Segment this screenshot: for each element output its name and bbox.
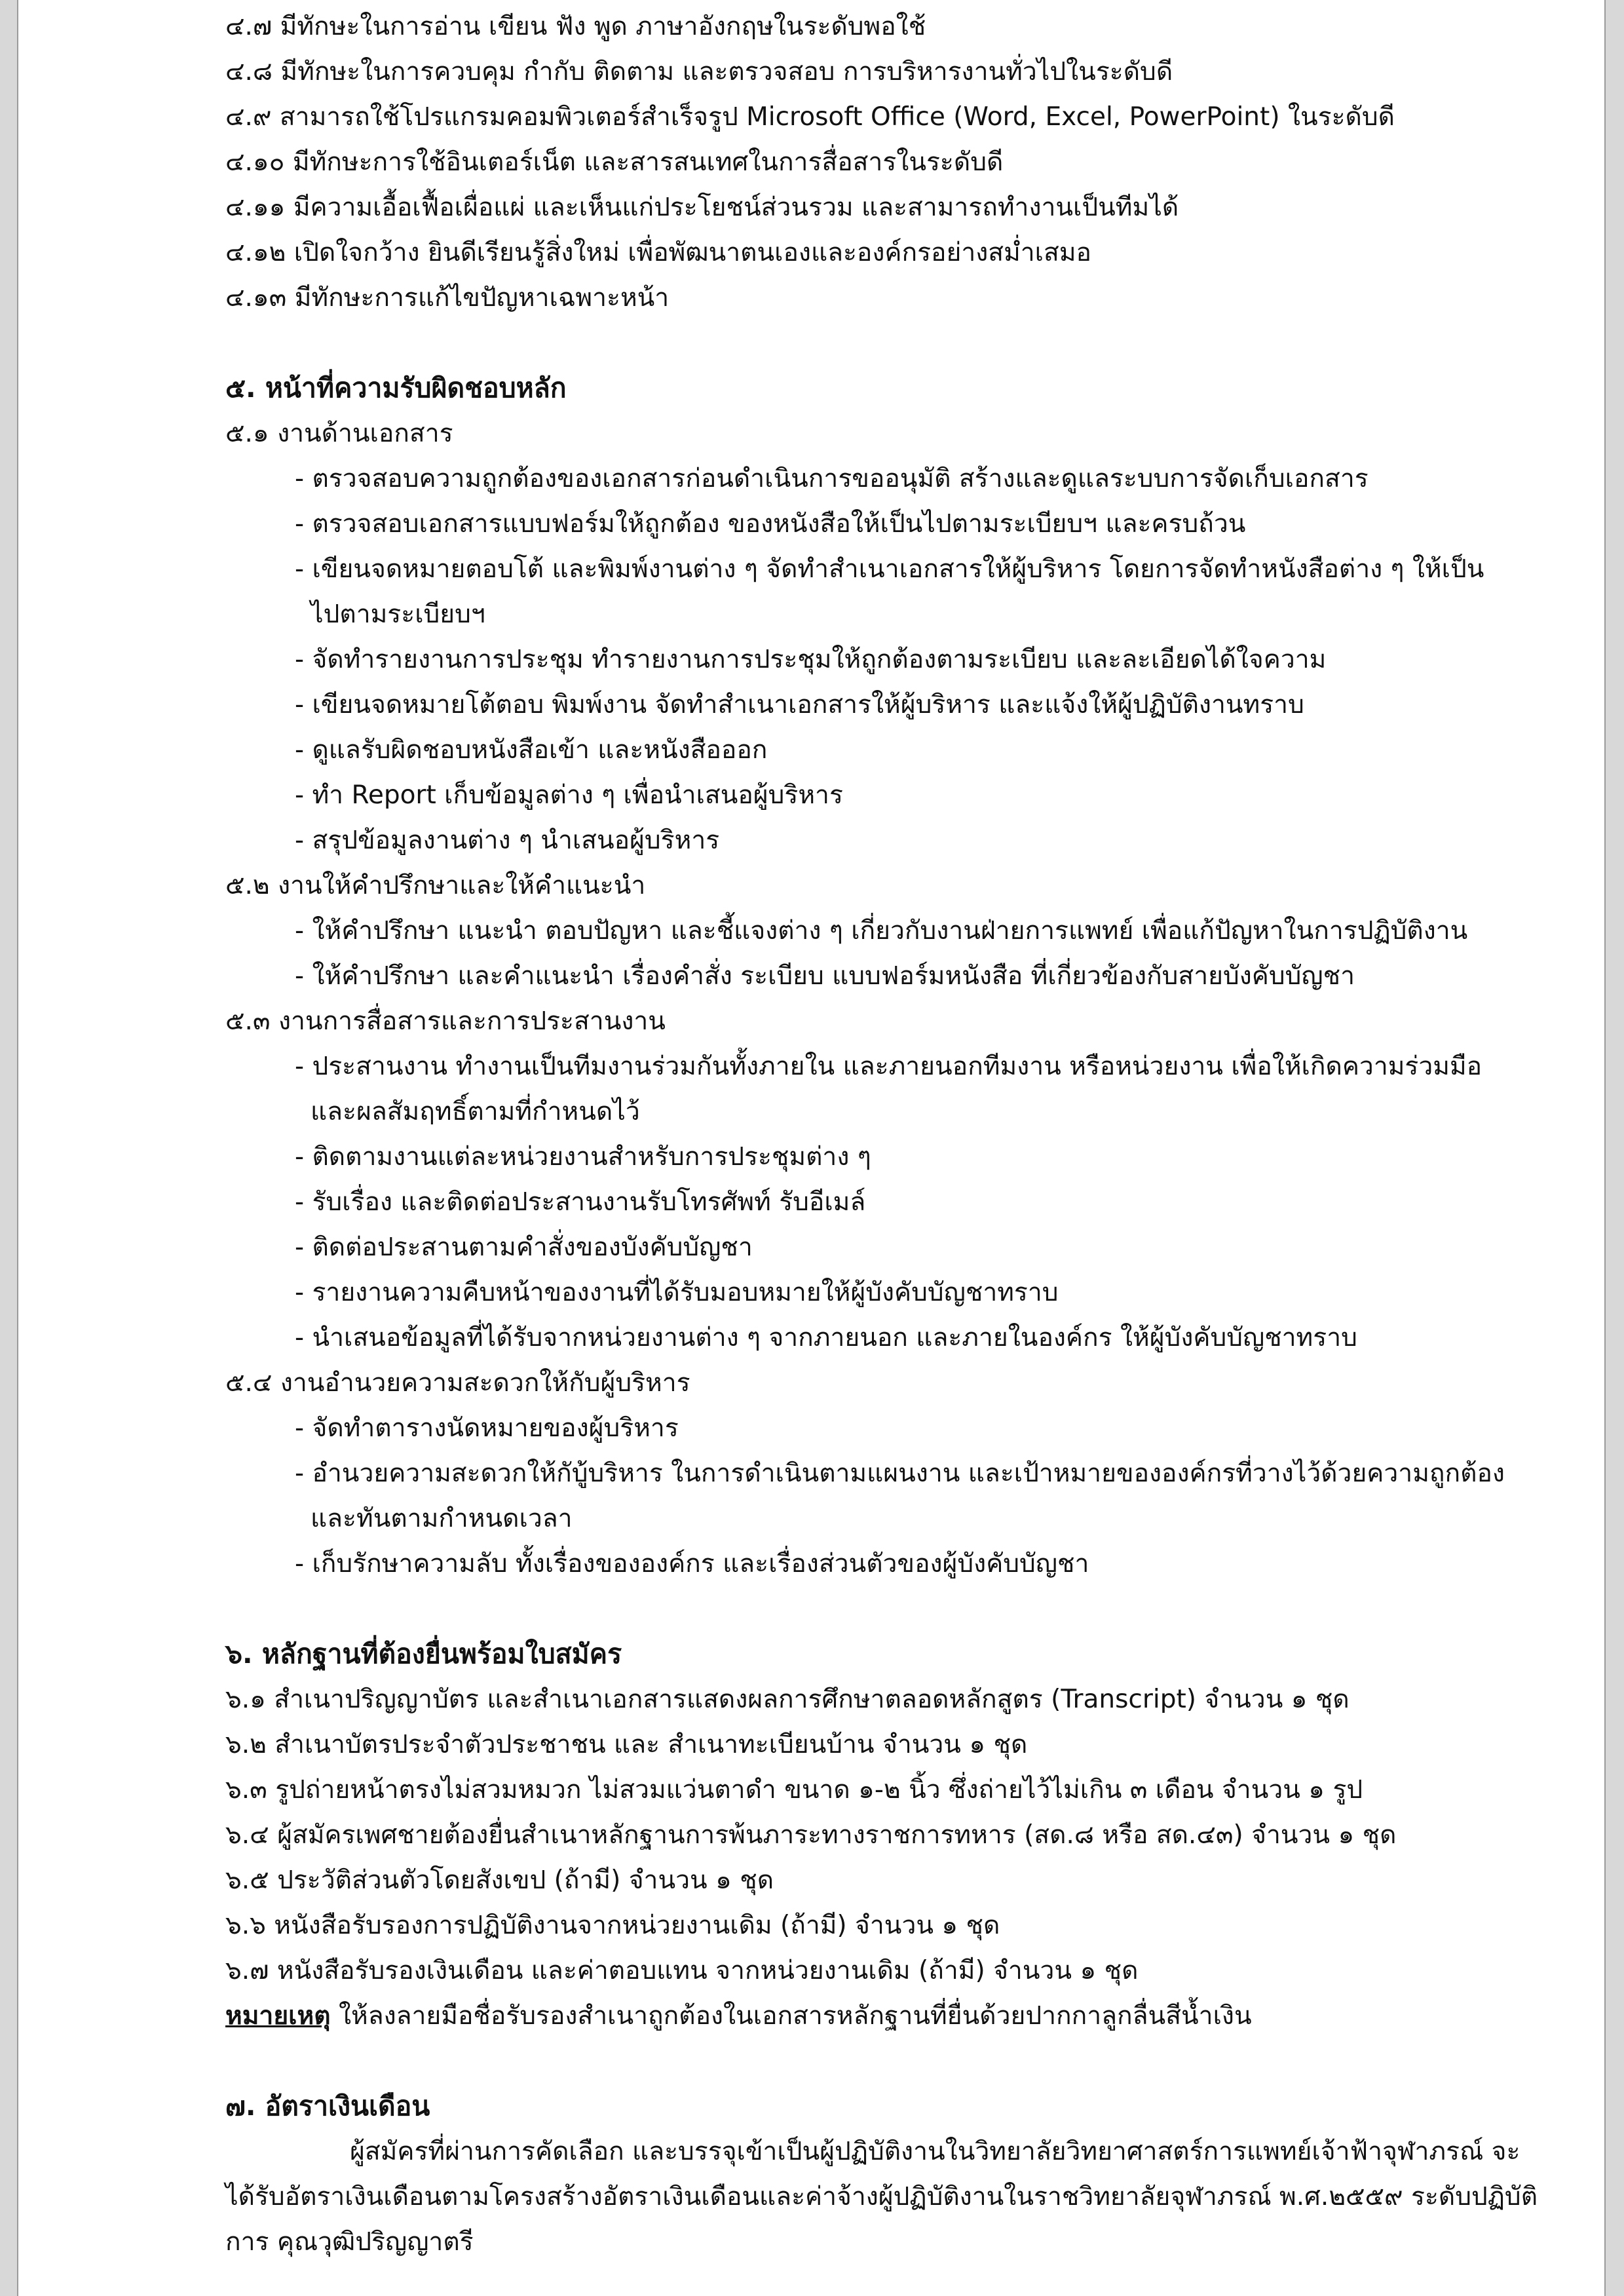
duty-item: - ดูแลรับผิดชอบหนังสือเข้า และหนังสือออก <box>295 735 768 765</box>
duty-item: - ตรวจสอบความถูกต้องของเอกสารก่อนดำเนินการขออนุมัติ สร้างและดูแลระบบการจัดเก็บเอกสาร <box>295 464 1369 493</box>
qualification-item: ๔.๙ สามารถใช้โปรแกรมคอมพิวเตอร์สำเร็จรูป Microsoft Office (Word, Excel, PowerPoint) ในระดับดี <box>225 102 1395 132</box>
qualification-item: ๔.๘ มีทักษะในการควบคุม กำกับ ติดตาม และตรวจสอบ การบริหารงานทั่วไปในระดับดี <box>225 57 1173 86</box>
section-heading-responsibilities: ๕. หน้าที่ความรับผิดชอบหลัก <box>225 372 567 404</box>
required-document-item: ๖.๔ ผู้สมัครเพศชายต้องยื่นสำเนาหลักฐานการพ้นภาระทางราชการทหาร (สด.๘ หรือ สด.๔๓) จำนวน ๑ ชุด <box>225 1820 1397 1850</box>
subsection-title-documents: ๕.๑ งานด้านเอกสาร <box>225 419 453 448</box>
salary-paragraph-line: ผู้สมัครที่ผ่านการคัดเลือก และบรรจุเข้าเป็นผู้ปฏิบัติงานในวิทยาลัยวิทยาศาสตร์การแพทย์เจ้าฟ้าจุฬาภรณ์ จะ <box>350 2137 1520 2166</box>
document-page <box>17 0 1606 2296</box>
duty-item: - นำเสนอข้อมูลที่ได้รับจากหน่วยงานต่าง ๆ จากภายนอก และภายในองค์กร ให้ผู้บังคับบัญชาทราบ <box>295 1323 1357 1352</box>
duty-item: - รายงานความคืบหน้าของงานที่ได้รับมอบหมายให้ผู้บังคับบัญชาทราบ <box>295 1278 1059 1307</box>
duty-item: - ติดตามงานแต่ละหน่วยงานสำหรับการประชุมต่าง ๆ <box>295 1142 871 1172</box>
duty-item: - ทำ Report เก็บข้อมูลต่าง ๆ เพื่อนำเสนอผู้บริหาร <box>295 780 843 810</box>
required-document-item: ๖.๗ หนังสือรับรองเงินเดือน และค่าตอบแทน จากหน่วยงานเดิม (ถ้ามี) จำนวน ๑ ชุด <box>225 1956 1139 1985</box>
qualification-item: ๔.๑๐ มีทักษะการใช้อินเตอร์เน็ต และสารสนเทศในการสื่อสารในระดับดี <box>225 147 1004 177</box>
note-label: หมายเหตุ <box>225 2001 331 2031</box>
duty-item: - เก็บรักษาความลับ ทั้งเรื่องขององค์กร และเรื่องส่วนตัวของผู้บังคับบัญชา <box>295 1549 1089 1578</box>
qualification-item: ๔.๑๒ เปิดใจกว้าง ยินดีเรียนรู้สิ่งใหม่ เพื่อพัฒนาตนเองและองค์กรอย่างสม่ำเสมอ <box>225 238 1091 267</box>
salary-paragraph-line: การ คุณวุฒิปริญญาตรี <box>225 2227 474 2257</box>
duty-item-continuation: และผลสัมฤทธิ์ตามที่กำหนดไว้ <box>311 1097 640 1126</box>
subsection-title-communication: ๕.๓ งานการสื่อสารและการประสานงาน <box>225 1006 666 1036</box>
duty-item: - ประสานงาน ทำงานเป็นทีมงานร่วมกันทั้งภายใน และภายนอกทีมงาน หรือหน่วยงาน เพื่อให้เกิดความร่วมมือ <box>295 1052 1482 1081</box>
required-document-item: ๖.๕ ประวัติส่วนตัวโดยสังเขป (ถ้ามี) จำนวน ๑ ชุด <box>225 1866 774 1895</box>
qualification-item: ๔.๑๓ มีทักษะการแก้ไขปัญหาเฉพาะหน้า <box>225 283 670 313</box>
required-document-item: ๖.๑ สำเนาปริญญาบัตร และสำเนาเอกสารแสดงผลการศึกษาตลอดหลักสูตร (Transcript) จำนวน ๑ ชุด <box>225 1685 1350 1714</box>
section-heading-required-documents: ๖. หลักฐานที่ต้องยื่นพร้อมใบสมัคร <box>225 1638 622 1670</box>
duty-item: - ตรวจสอบเอกสารแบบฟอร์มให้ถูกต้อง ของหนังสือให้เป็นไปตามระเบียบฯ และครบถ้วน <box>295 509 1246 539</box>
qualification-item: ๔.๗ มีทักษะในการอ่าน เขียน ฟัง พูด ภาษาอังกฤษในระดับพอใช้ <box>225 12 926 41</box>
duty-item: - ให้คำปรึกษา และคำแนะนำ เรื่องคำสั่ง ระเบียบ แบบฟอร์มหนังสือ ที่เกี่ยวข้องกับสายบังคับบัญชา <box>295 961 1355 991</box>
note-line <box>225 1993 1562 2038</box>
duty-item: - เขียนจดหมายตอบโต้ และพิมพ์งานต่าง ๆ จัดทำสำเนาเอกสารให้ผู้บริหาร โดยการจัดทำหนังสือต่าง ๆ ให้เป็น <box>295 554 1484 584</box>
duty-item: - สรุปข้อมูลงานต่าง ๆ นำเสนอผู้บริหาร <box>295 826 720 855</box>
duty-item: - จัดทำรายงานการประชุม ทำรายงานการประชุมให้ถูกต้องตามระเบียบ และละเอียดได้ใจความ <box>295 645 1327 674</box>
duty-item: - เขียนจดหมายโต้ตอบ พิมพ์งาน จัดทำสำเนาเอกสารให้ผู้บริหาร และแจ้งให้ผู้ปฏิบัติงานทราบ <box>295 690 1304 719</box>
duty-item: - รับเรื่อง และติดต่อประสานงานรับโทรศัพท์ รับอีเมล์ <box>295 1187 866 1217</box>
duty-item: - จัดทำตารางนัดหมายของผู้บริหาร <box>295 1413 679 1443</box>
duty-item: - ให้คำปรึกษา แนะนำ ตอบปัญหา และชี้แจงต่าง ๆ เกี่ยวกับงานฝ่ายการแพทย์ เพื่อแก้ปัญหาในการปฏิบัติงาน <box>295 916 1468 946</box>
duty-item-continuation: ไปตามระเบียบฯ <box>311 600 485 629</box>
duty-item: - อำนวยความสะดวกให้กับู้บริหาร ในการดำเนินตามแผนงาน และเป้าหมายขององค์กรที่วางไว้ด้วยความถูกต้อง <box>295 1459 1505 1488</box>
document-body <box>225 4 1562 2265</box>
duty-item: - ติดต่อประสานตามคำสั่งของบังคับบัญชา <box>295 1233 753 1262</box>
duty-item-continuation: และทันตามกำหนดเวลา <box>311 1504 573 1533</box>
salary-paragraph-line: ได้รับอัตราเงินเดือนตามโครงสร้างอัตราเงินเดือนและค่าจ้างผู้ปฏิบัติงานในราชวิทยาลัยจุฬาภรณ์ พ.ศ.๒๕๕๙ ระดับปฏิบัติ <box>225 2182 1538 2211</box>
required-document-item: ๖.๓ รูปถ่ายหน้าตรงไม่สวมหมวก ไม่สวมแว่นตาดำ ขนาด ๑-๒ นิ้ว ซึ่งถ่ายไว้ไม่เกิน ๓ เดือน จำนวน ๑ รูป <box>225 1775 1363 1805</box>
subsection-title-consulting: ๕.๒ งานให้คำปรึกษาและให้คำแนะนำ <box>225 871 646 900</box>
required-document-item: ๖.๖ หนังสือรับรองการปฏิบัติงานจากหน่วยงานเดิม (ถ้ามี) จำนวน ๑ ชุด <box>225 1911 1000 1940</box>
subsection-title-executive-support: ๕.๔ งานอำนวยความสะดวกให้กับผู้บริหาร <box>225 1368 690 1398</box>
required-document-item: ๖.๒ สำเนาบัตรประจำตัวประชาชน และ สำเนาทะเบียนบ้าน จำนวน ๑ ชุด <box>225 1730 1028 1759</box>
note-text: ให้ลงลายมือชื่อรับรองสำเนาถูกต้องในเอกสารหลักฐานที่ยื่นด้วยปากกาลูกลื่นสีน้ำเงิน <box>330 2001 1252 2031</box>
section-heading-salary: ๗. อัตราเงินเดือน <box>225 2090 430 2122</box>
qualification-item: ๔.๑๑ มีความเอื้อเฟื้อเผื่อแผ่ และเห็นแก่ประโยชน์ส่วนรวม และสามารถทำงานเป็นทีมได้ <box>225 193 1179 222</box>
